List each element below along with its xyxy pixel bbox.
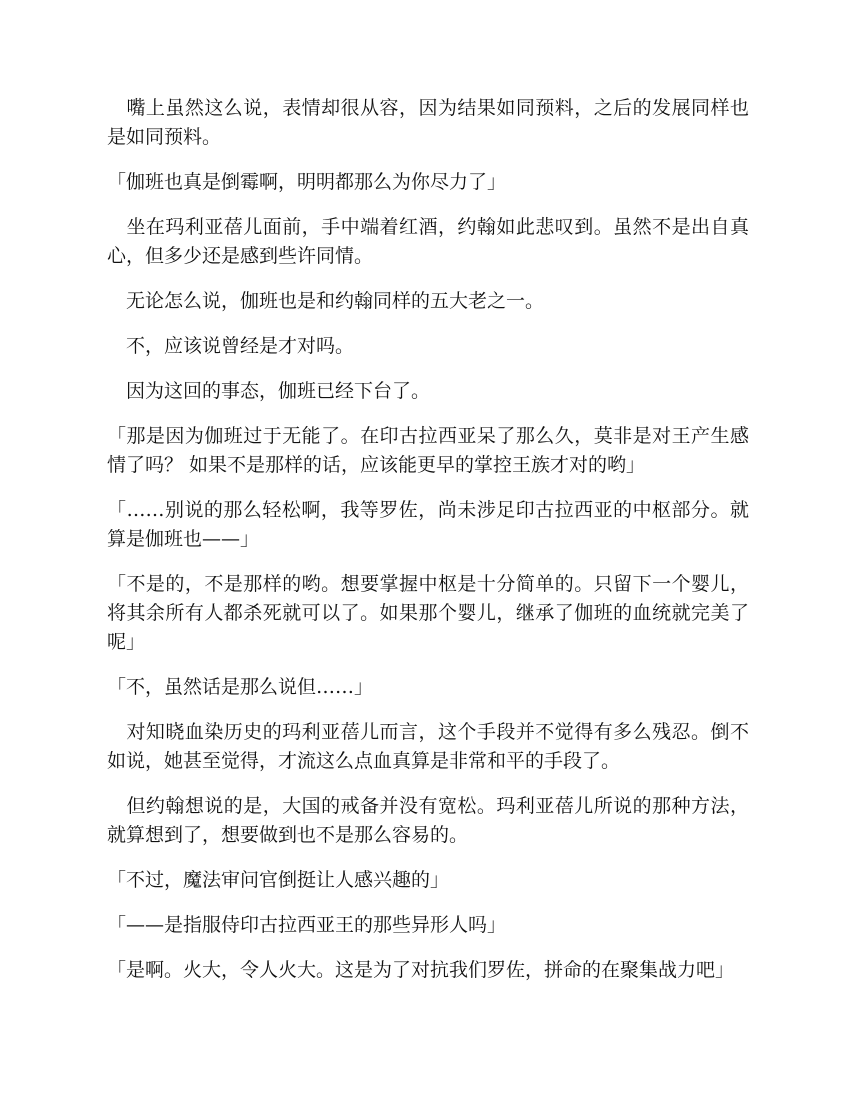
paragraph-13: 「不过，魔法审问官倒挺让人感兴趣的」 bbox=[107, 869, 450, 891]
paragraph-8: 「……别说的那么轻松啊，我等罗佐，尚未涉足印古拉西亚的中枢部分。就算是伽班也——」 bbox=[107, 499, 749, 550]
paragraph-6: 因为这回的事态，伽班已经下台了。 bbox=[107, 380, 431, 402]
document-body bbox=[107, 94, 749, 1001]
paragraph-3: 坐在玛利亚蓓儿面前，手中端着红酒，约翰如此悲叹到。虽然不是出自真心，但多少还是感到些许同情。 bbox=[107, 216, 749, 267]
paragraph-15: 「是啊。火大，令人火大。这是为了对抗我们罗佐，拼命的在聚集战力吧」 bbox=[107, 959, 735, 981]
paragraph-11: 对知晓血染历史的玛利亚蓓儿而言，这个手段并不觉得有多么残忍。倒不如说，她甚至觉得，才流这么点血真算是非常和平的手段了。 bbox=[107, 721, 749, 772]
paragraph-7: 「那是因为伽班过于无能了。在印古拉西亚呆了那么久，莫非是对王产生感情了吗？ 如果不是那样的话，应该能更早的掌控王族才对的哟」 bbox=[107, 425, 749, 476]
paragraph-12: 但约翰想说的是，大国的戒备并没有宽松。玛利亚蓓儿所说的那种方法，就算想到了，想要做到也不是那么容易的。 bbox=[107, 795, 749, 846]
paragraph-10: 「不，虽然话是那么说但……」 bbox=[107, 676, 374, 698]
paragraph-5: 不，应该说曾经是才对吗。 bbox=[107, 335, 355, 357]
paragraph-9: 「不是的，不是那样的哟。想要掌握中枢是十分简单的。只留下一个婴儿，将其余所有人都杀死就可以了。如果那个婴儿，继承了伽班的血统就完美了呢」 bbox=[107, 573, 749, 653]
paragraph-2: 「伽班也真是倒霉啊，明明都那么为你尽力了」 bbox=[107, 171, 507, 193]
paragraph-14: 「——是指服侍印古拉西亚王的那些异形人吗」 bbox=[107, 914, 507, 936]
paragraph-4: 无论怎么说，伽班也是和约翰同样的五大老之一。 bbox=[107, 290, 545, 312]
paragraph-1: 嘴上虽然这么说，表情却很从容，因为结果如同预料，之后的发展同样也是如同预料。 bbox=[107, 97, 749, 148]
